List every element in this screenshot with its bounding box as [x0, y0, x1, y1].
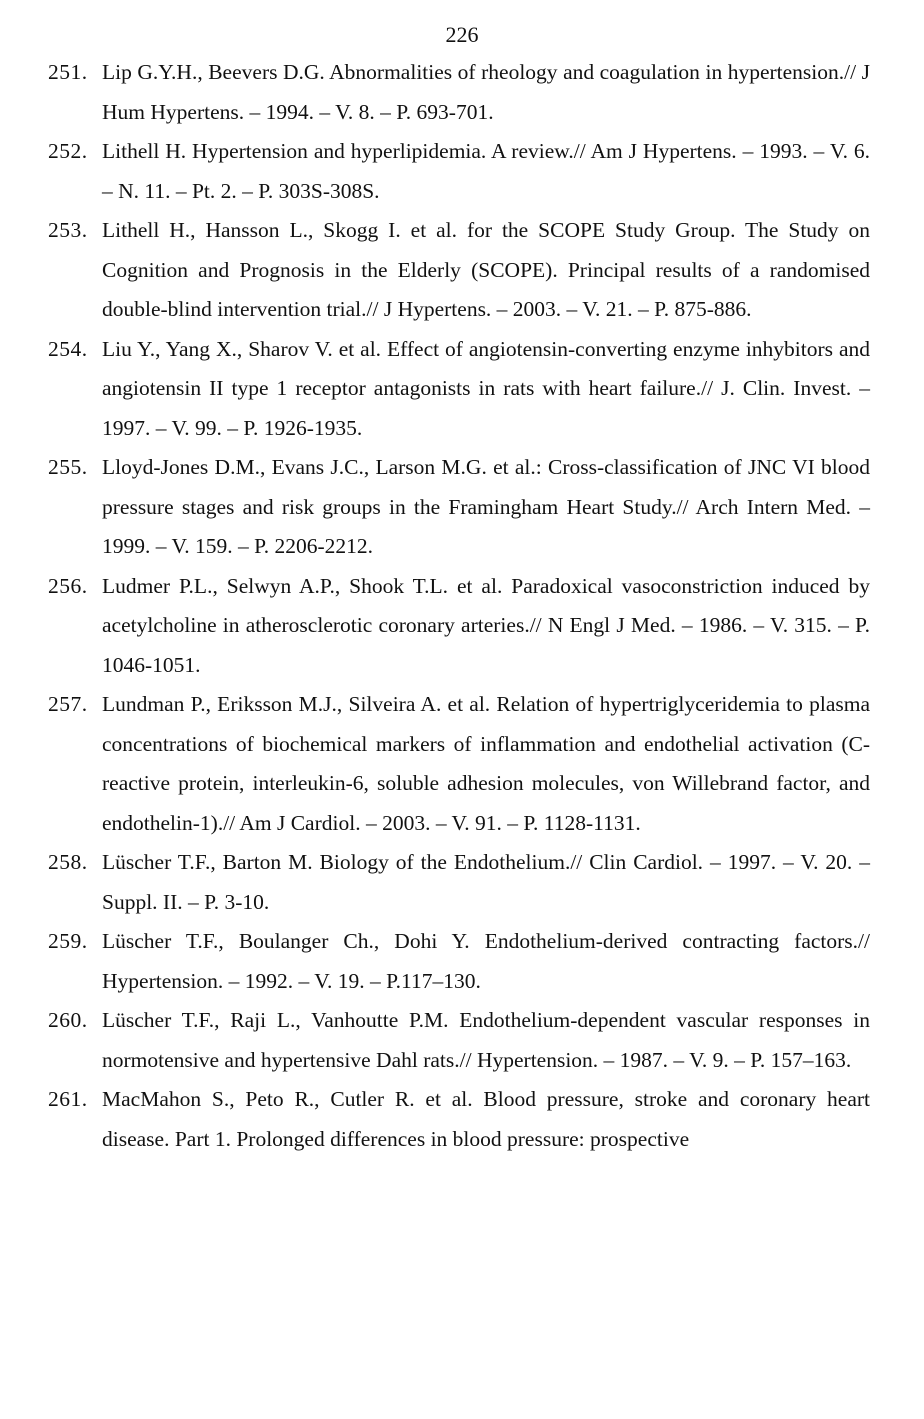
reference-item: [0, 330, 924, 449]
reference-item: [0, 53, 924, 132]
reference-number: 259.: [48, 929, 88, 953]
page-number: 226: [445, 22, 479, 47]
reference-item: [0, 685, 924, 843]
reference-text: Lüscher T.F., Barton M. Biology of the Endothelium.// Clin Cardiol. – 1997. – V. 20. – Suppl. II. – P. 3-10.: [102, 850, 870, 914]
reference-number: 251.: [48, 60, 88, 84]
reference-item: [0, 132, 924, 211]
reference-item: [0, 567, 924, 686]
reference-text: Lundman P., Eriksson M.J., Silveira A. et al. Relation of hypertriglyceridemia to plasma concentrations of biochemical markers of inflammation and endothelial activation (C-reactive protein, interleukin-6, soluble adhesion molecules, von Willebrand factor, and endothelin-1).// Am J Cardiol. – 2003. – V. 91. – P. 1128-1131.: [102, 692, 870, 835]
reference-text: Lloyd-Jones D.M., Evans J.C., Larson M.G. et al.: Cross-classification of JNC VI blood pressure stages and risk groups in the Framingham Heart Study.// Arch Intern Med. – 1999. – V. 159. – P. 2206-2212.: [102, 455, 870, 558]
reference-text: Lüscher T.F., Raji L., Vanhoutte P.M. Endothelium-dependent vascular responses in normotensive and hypertensive Dahl rats.// Hypertension. – 1987. – V. 9. – P. 157–163.: [102, 1008, 870, 1072]
reference-number: 258.: [48, 850, 88, 874]
reference-number: 256.: [48, 573, 88, 598]
reference-text: MacMahon S., Peto R., Cutler R. et al. Blood pressure, stroke and coronary heart disease. Part 1. Prolonged differences in blood pressure: prospective: [102, 1087, 870, 1151]
reference-list: [0, 53, 924, 1159]
reference-number: 257.: [48, 692, 88, 716]
reference-text: Lithell H., Hansson L., Skogg I. et al. for the SCOPE Study Group. The Study on Cognition and Prognosis in the Elderly (SCOPE). Principal results of a randomised double-blind intervention trial.// J Hypertens. – 2003. – V. 21. – P. 875-886.: [102, 218, 870, 321]
reference-item: [0, 922, 924, 1001]
reference-item: [0, 843, 924, 922]
reference-number: 252.: [48, 139, 88, 163]
reference-number: 253.: [48, 218, 88, 242]
reference-text: Lüscher T.F., Boulanger Ch., Dohi Y. Endothelium-derived contracting factors.// Hypertension. – 1992. – V. 19. – P.117–130.: [102, 929, 870, 993]
reference-text: Ludmer P.L., Selwyn A.P., Shook T.L. et al. Paradoxical vasoconstriction induced by acetylcholine in atherosclerotic coronary arteries.// N Engl J Med. – 1986. – V. 315. – P. 1046-1051.: [102, 573, 870, 677]
reference-item: [0, 448, 924, 567]
reference-item: [0, 1001, 924, 1080]
reference-item: [0, 1080, 924, 1159]
reference-number: 255.: [48, 455, 88, 479]
reference-text: Lithell H. Hypertension and hyperlipidemia. A review.// Am J Hypertens. – 1993. – V. 6. – N. 11. – Pt. 2. – P. 303S-308S.: [102, 139, 870, 203]
reference-text: Lip G.Y.H., Beevers D.G. Abnormalities of rheology and coagulation in hypertension.// J Hum Hypertens. – 1994. – V. 8. – P. 693-701.: [102, 60, 870, 124]
reference-item: [0, 211, 924, 330]
reference-number: 254.: [48, 336, 88, 361]
reference-text: Liu Y., Yang X., Sharov V. et al. Effect of angiotensin-converting enzyme inhybitors and angiotensin II type 1 receptor antagonists in rats with heart failure.// J. Clin. Invest. – 1997. – V. 99. – P. 1926-1935.: [102, 336, 870, 440]
reference-number: 261.: [48, 1087, 88, 1111]
reference-number: 260.: [48, 1008, 88, 1032]
